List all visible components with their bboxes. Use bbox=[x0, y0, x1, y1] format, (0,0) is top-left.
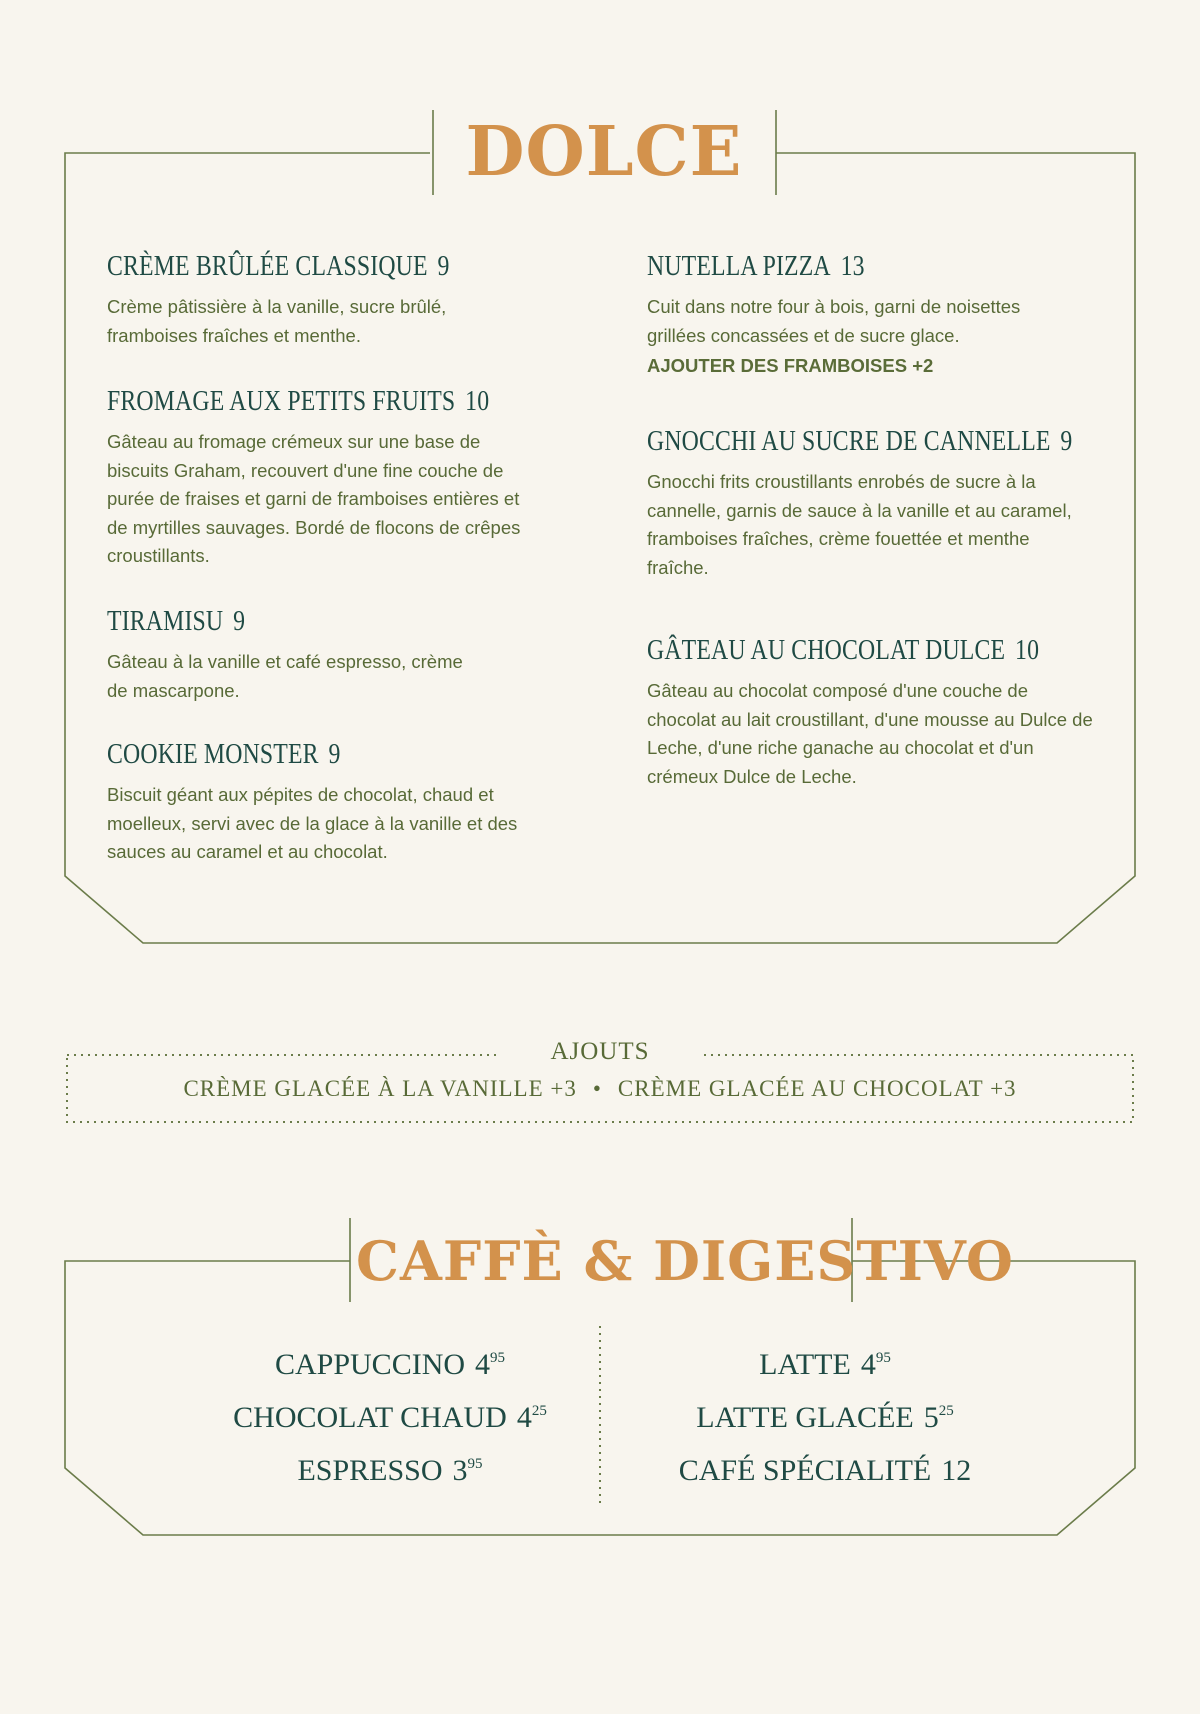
item-price: 9 bbox=[437, 250, 450, 282]
menu-item-creme-brulee bbox=[107, 249, 527, 350]
drink-item bbox=[190, 1388, 590, 1441]
caffe-title: CAFFÈ & DIGESTIVO bbox=[356, 1229, 1014, 1293]
drink-item bbox=[620, 1335, 1030, 1388]
drink-price: $4^{95}$ bbox=[475, 1348, 506, 1381]
item-name: NUTELLA PIZZA bbox=[647, 250, 831, 282]
item-price: 9 bbox=[1060, 425, 1073, 457]
item-description: Gnocchi frits croustillants enrobés de sucre à la cannelle, garnis de sauce à la vanille et au caramel, framboises fraîches, crème fouettée et menthe fraîche. bbox=[647, 471, 1072, 578]
drink-item bbox=[190, 1335, 590, 1388]
drink-item bbox=[190, 1441, 590, 1494]
menu-item-gateau-chocolat-dulce bbox=[647, 633, 1097, 791]
item-name: CRÈME BRÛLÉE CLASSIQUE bbox=[107, 250, 428, 282]
item-name: FROMAGE AUX PETITS FRUITS bbox=[107, 385, 456, 417]
drink-price: $3^{95}$ bbox=[452, 1454, 483, 1487]
drink-price: $4^{25}$ bbox=[516, 1401, 547, 1434]
drink-price: $4^{95}$ bbox=[860, 1348, 891, 1381]
ajout-separator: • bbox=[592, 1076, 602, 1101]
menu-item-tiramisu bbox=[107, 604, 467, 705]
item-price: 9 bbox=[328, 738, 341, 770]
drink-name: CAFÉ SPÉCIALITÉ bbox=[678, 1454, 932, 1487]
drink-name: ESPRESSO bbox=[297, 1454, 443, 1487]
item-price: 13 bbox=[840, 250, 865, 282]
ajout-item-vanilla: CRÈME GLACÉE À LA VANILLE +3 bbox=[183, 1076, 577, 1101]
drink-name: CHOCOLAT CHAUD bbox=[233, 1401, 507, 1434]
caffe-left-column bbox=[190, 1335, 590, 1494]
caffe-right-column bbox=[620, 1335, 1030, 1494]
item-name: TIRAMISU bbox=[107, 605, 224, 637]
drink-name: LATTE GLACÉE bbox=[696, 1401, 914, 1434]
drink-price: $5^{25}$ bbox=[923, 1401, 954, 1434]
menu-item-nutella-pizza bbox=[647, 249, 1077, 380]
menu-item-cookie-monster bbox=[107, 737, 527, 867]
item-price: 9 bbox=[233, 605, 246, 637]
item-description: Cuit dans notre four à bois, garni de noisettes grillées concassées et de sucre glace. bbox=[647, 296, 1021, 346]
item-addon: AJOUTER DES FRAMBOISES +2 bbox=[647, 355, 934, 376]
item-name: COOKIE MONSTER bbox=[107, 738, 319, 770]
drink-name: CAPPUCCINO bbox=[274, 1348, 466, 1381]
drink-item bbox=[620, 1441, 1030, 1494]
ajout-item-chocolate: CRÈME GLACÉE AU CHOCOLAT +3 bbox=[617, 1076, 1017, 1101]
item-description: Biscuit géant aux pépites de chocolat, chaud et moelleux, servi avec de la glace à la vanille et des sauces au caramel et au chocolat. bbox=[107, 784, 518, 862]
item-description: Gâteau au fromage crémeux sur une base de biscuits Graham, recouvert d'une fine couche de purée de fraises et garni de framboises entières et de myrtilles sauvages. Bordé de flocons de crêpes croustillants. bbox=[107, 431, 521, 566]
menu-item-fromage-petits-fruits bbox=[107, 384, 527, 571]
item-name: GÂTEAU AU CHOCOLAT DULCE bbox=[647, 634, 1006, 666]
drink-price: 12 bbox=[941, 1454, 972, 1487]
item-price: 10 bbox=[1015, 634, 1040, 666]
ajouts-title: AJOUTS bbox=[500, 1038, 700, 1066]
menu-item-gnocchi-cannelle bbox=[647, 424, 1087, 582]
drink-item bbox=[620, 1388, 1030, 1441]
drink-name: LATTE bbox=[759, 1348, 851, 1381]
item-description: Gâteau au chocolat composé d'une couche de chocolat au lait croustillant, d'une mousse au Dulce de Leche, d'une riche ganache au chocolat et d'un crémeux Dulce de Leche. bbox=[647, 680, 1093, 787]
item-description: Crème pâtissière à la vanille, sucre brûlé, framboises fraîches et menthe. bbox=[107, 296, 447, 346]
ajouts-list bbox=[66, 1076, 1134, 1102]
dolce-title: DOLCE bbox=[465, 112, 743, 192]
item-name: GNOCCHI AU SUCRE DE CANNELLE bbox=[647, 425, 1051, 457]
item-price: 10 bbox=[465, 385, 490, 417]
item-description: Gâteau à la vanille et café espresso, crème de mascarpone. bbox=[107, 651, 463, 701]
